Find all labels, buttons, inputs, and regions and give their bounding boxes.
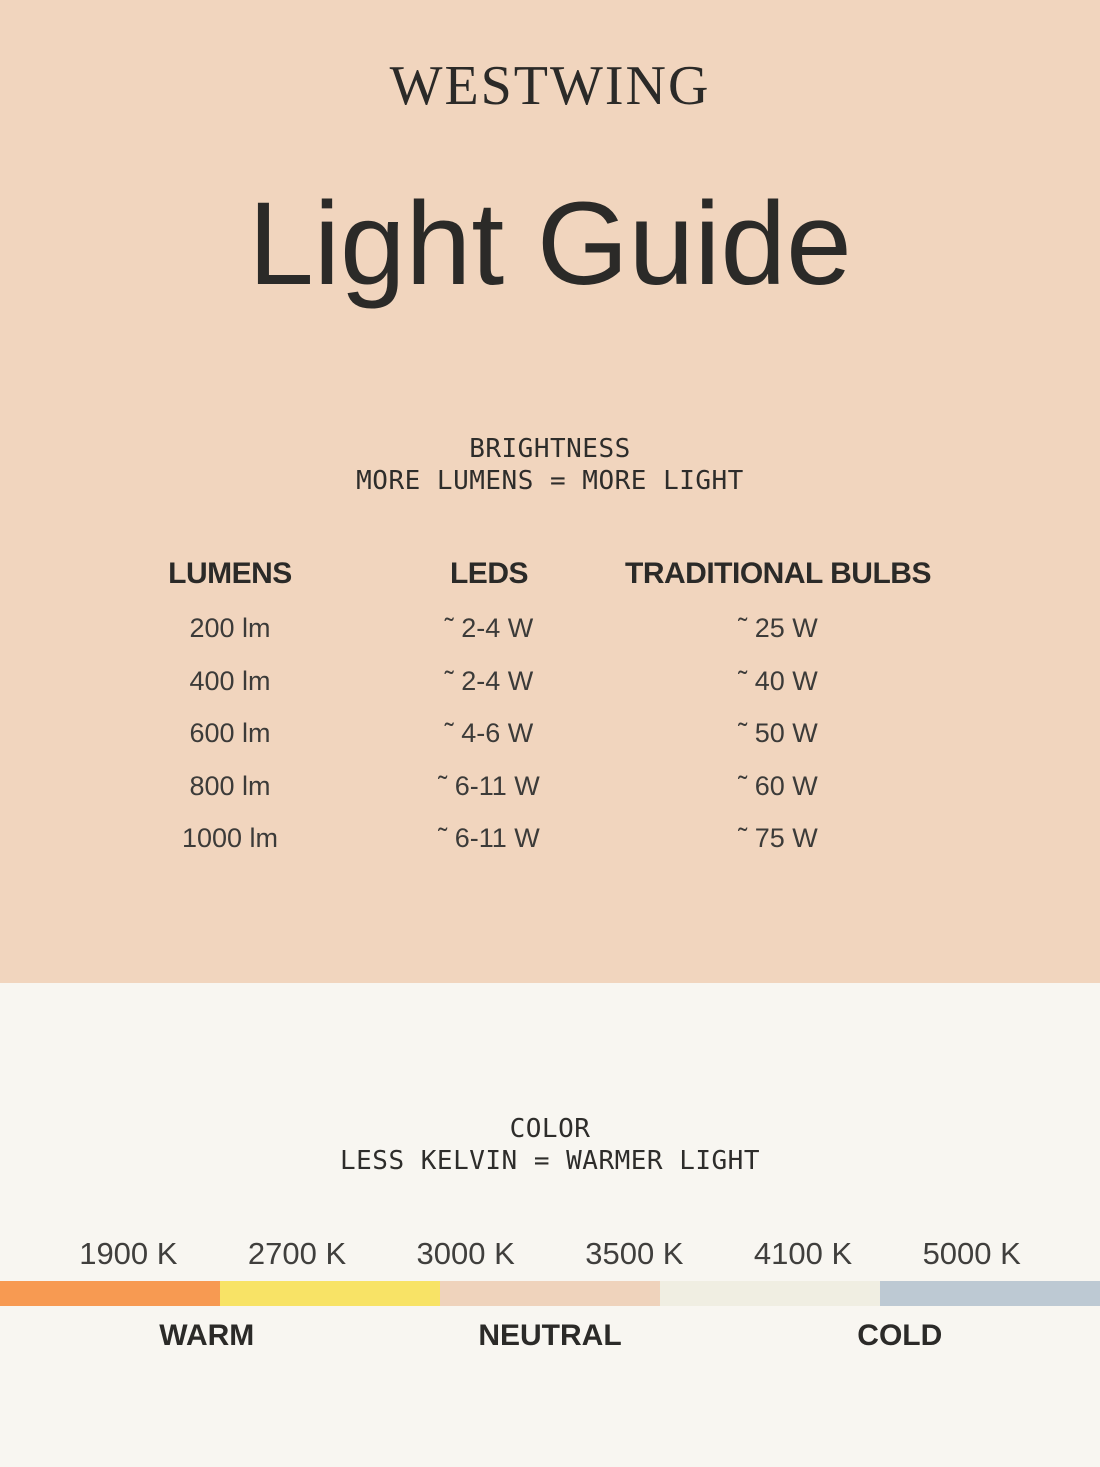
lumens-table-header-row — [100, 558, 938, 590]
color-heading — [0, 1113, 1100, 1177]
scale-segment-warm-orange — [0, 1281, 220, 1306]
table-cell-leds: ˜ 6-11 W — [438, 823, 540, 853]
color-heading-subtitle: LESS KELVIN = WARMER LIGHT — [340, 1146, 760, 1176]
kelvin-label-4100: 4100 K — [753, 1236, 853, 1271]
table-cell-traditional: ˜ 40 W — [738, 665, 818, 696]
scale-segment-cold-blue — [880, 1281, 1100, 1306]
column-header-traditional-bulbs: TRADITIONAL BULBS — [625, 557, 931, 590]
brightness-heading — [0, 433, 1100, 497]
table-cell-leds: ˜ 2-4 W — [444, 613, 534, 643]
table-cell-traditional: ˜ 25 W — [738, 613, 818, 643]
scale-segment-neutral-peach — [440, 1281, 660, 1306]
temperature-label-warm: WARM — [159, 1319, 255, 1352]
lumens-table-body — [100, 602, 938, 865]
table-cell-lumens: 800 lm — [189, 770, 271, 801]
table-cell-traditional: ˜ 75 W — [738, 823, 818, 853]
brightness-heading-title: BRIGHTNESS — [469, 434, 631, 464]
table-cell-lumens: 1000 lm — [181, 823, 279, 853]
kelvin-label-5000: 5000 K — [922, 1236, 1021, 1271]
kelvin-label-3000: 3000 K — [416, 1236, 515, 1271]
kelvin-label-2700: 2700 K — [247, 1236, 347, 1271]
color-temperature-section — [0, 983, 1100, 1467]
column-header-leds: LEDS — [449, 557, 528, 590]
temperature-label-neutral: NEUTRAL — [478, 1319, 622, 1352]
table-cell-leds: ˜ 2-4 W — [444, 665, 534, 696]
color-heading-title: COLOR — [509, 1114, 591, 1144]
brand-logo: WESTWING — [389, 55, 711, 117]
temperature-label-cold: COLD — [857, 1319, 943, 1352]
table-cell-lumens: 400 lm — [189, 665, 271, 696]
column-header-lumens: LUMENS — [168, 557, 292, 590]
table-cell-lumens: 200 lm — [189, 613, 271, 643]
scale-segment-neutral-cream — [660, 1281, 880, 1306]
table-cell-traditional: ˜ 50 W — [738, 718, 818, 748]
scale-segment-warm-yellow — [220, 1281, 440, 1306]
brightness-heading-subtitle: MORE LUMENS = MORE LIGHT — [356, 466, 744, 496]
table-cell-traditional: ˜ 60 W — [738, 770, 818, 801]
kelvin-label-1900: 1900 K — [79, 1236, 178, 1271]
table-cell-lumens: 600 lm — [189, 718, 271, 748]
color-temperature-scale-bar — [0, 1281, 1100, 1306]
temperature-labels — [0, 1320, 1100, 1352]
table-cell-leds: ˜ 4-6 W — [444, 718, 534, 748]
page-title: Light Guide — [248, 178, 852, 310]
kelvin-label-3500: 3500 K — [585, 1236, 684, 1271]
table-cell-leds: ˜ 6-11 W — [438, 770, 540, 801]
kelvin-scale-labels — [0, 1236, 1100, 1272]
